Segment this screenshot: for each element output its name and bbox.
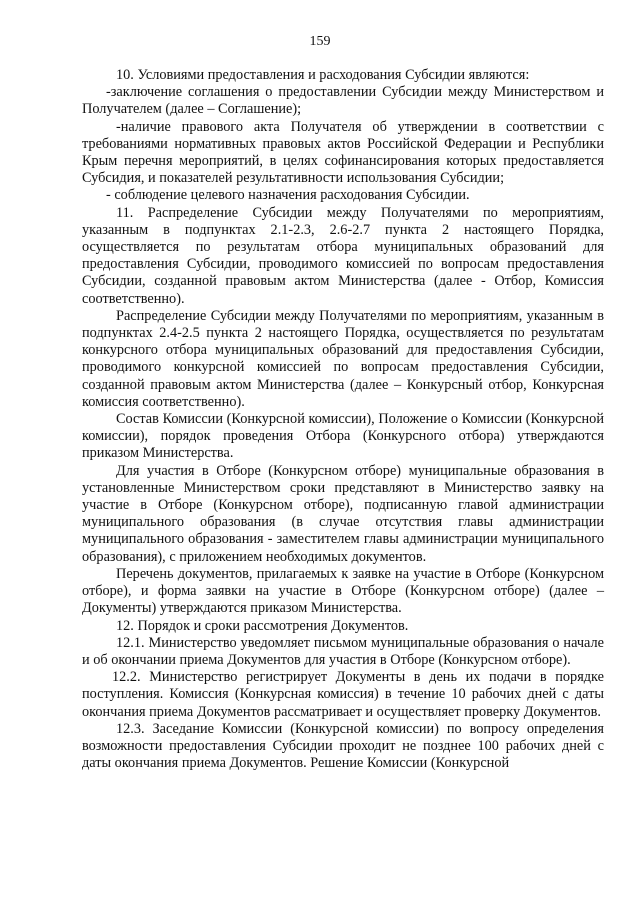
paragraph-11: 11. Распределение Субсидии между Получателями по мероприятиям, указанным в подпунктах 2.1-2.3, 2.6-2.7 пункта 2 настоящего Порядка, осуществляется по результатам отбора муниципальных образований для предоставления Субсидии, проводимого комиссией по вопросам предоставления Субсидии, созданной правовым актом Министерства (далее - Отбор, Комиссия соответственно). xyxy=(82,204,604,307)
paragraph-10-heading: 10. Условиями предоставления и расходования Субсидии являются: xyxy=(116,67,530,83)
list-item-agreement: -заключение соглашения о предоставлении Субсидии между Министерством и Получателем (далее – Соглашение); xyxy=(82,84,604,118)
paragraph-12-1: 12.1. Министерство уведомляет письмом муниципальные образования о начале и об окончании приема Документов для участия в Отборе (Конкурсном отборе). xyxy=(82,634,604,668)
paragraph-12-heading: 12. Порядок и сроки рассмотрения Документов. xyxy=(116,617,409,634)
paragraph-distribution-contest: Распределение Субсидии между Получателями по мероприятиям, указанным в подпунктах 2.4-2.5 пункта 2 настоящего Порядка, осуществляется по результатам конкурсного отбора муниципальных образований для предоставления Субсидии, проводимого конкурсной комиссией по вопросам предоставления Субсидии, созданной правовым актом Министерства (далее – Конкурсный отбор, Конкурсная комиссия соответственно). xyxy=(82,307,604,410)
paragraph-12-3: 12.3. Заседание Комиссии (Конкурсной комиссии) по вопросу определения возможности предоставления Субсидии проходит не позднее 100 рабочих дней с даты окончания приема Документов. Решение Комиссии (Конкурсной xyxy=(82,720,604,772)
page-number: 159 xyxy=(309,34,331,49)
paragraph-participation: Для участия в Отборе (Конкурсном отборе) муниципальные образования в установленные Министерством сроки представляют в Министерство заявку на участие в Отборе (Конкурсном отборе), подписанную главой администрации муниципального образования (в случае отсутствия главы администрации муниципального образования - заместителем главы администрации муниципального образования), с приложением необходимых документов. xyxy=(82,462,604,565)
paragraph-commission-composition: Состав Комиссии (Конкурсной комиссии), Положение о Комиссии (Конкурсной комиссии), порядок проведения Отбора (Конкурсного отбора) утверждаются приказом Министерства. xyxy=(82,411,604,462)
document-body xyxy=(82,67,604,772)
list-item-target-use: - соблюдение целевого назначения расходования Субсидии. xyxy=(106,187,470,204)
paragraph-12-2: 12.2. Министерство регистрирует Документы в день их подачи в порядке поступления. Комиссия (Конкурсная комиссия) в течение 10 рабочих дней с даты окончания приема Документов рассматривает и осуществляет проверку Документов. xyxy=(82,669,604,720)
list-item-legal-act: -наличие правового акта Получателя об утверждении в соответствии с требованиями нормативных правовых актов Российской Федерации и Республики Крым перечня мероприятий, в целях софинансирования которых предоставляется Субсидия, и показателей результативности использования Субсидии; xyxy=(82,118,604,187)
paragraph-documents-list: Перечень документов, прилагаемых к заявке на участие в Отборе (Конкурсном отборе), и форма заявки на участие в Отборе (Конкурсном отборе) (далее – Документы) утверждаются приказом Министерства. xyxy=(82,565,604,617)
